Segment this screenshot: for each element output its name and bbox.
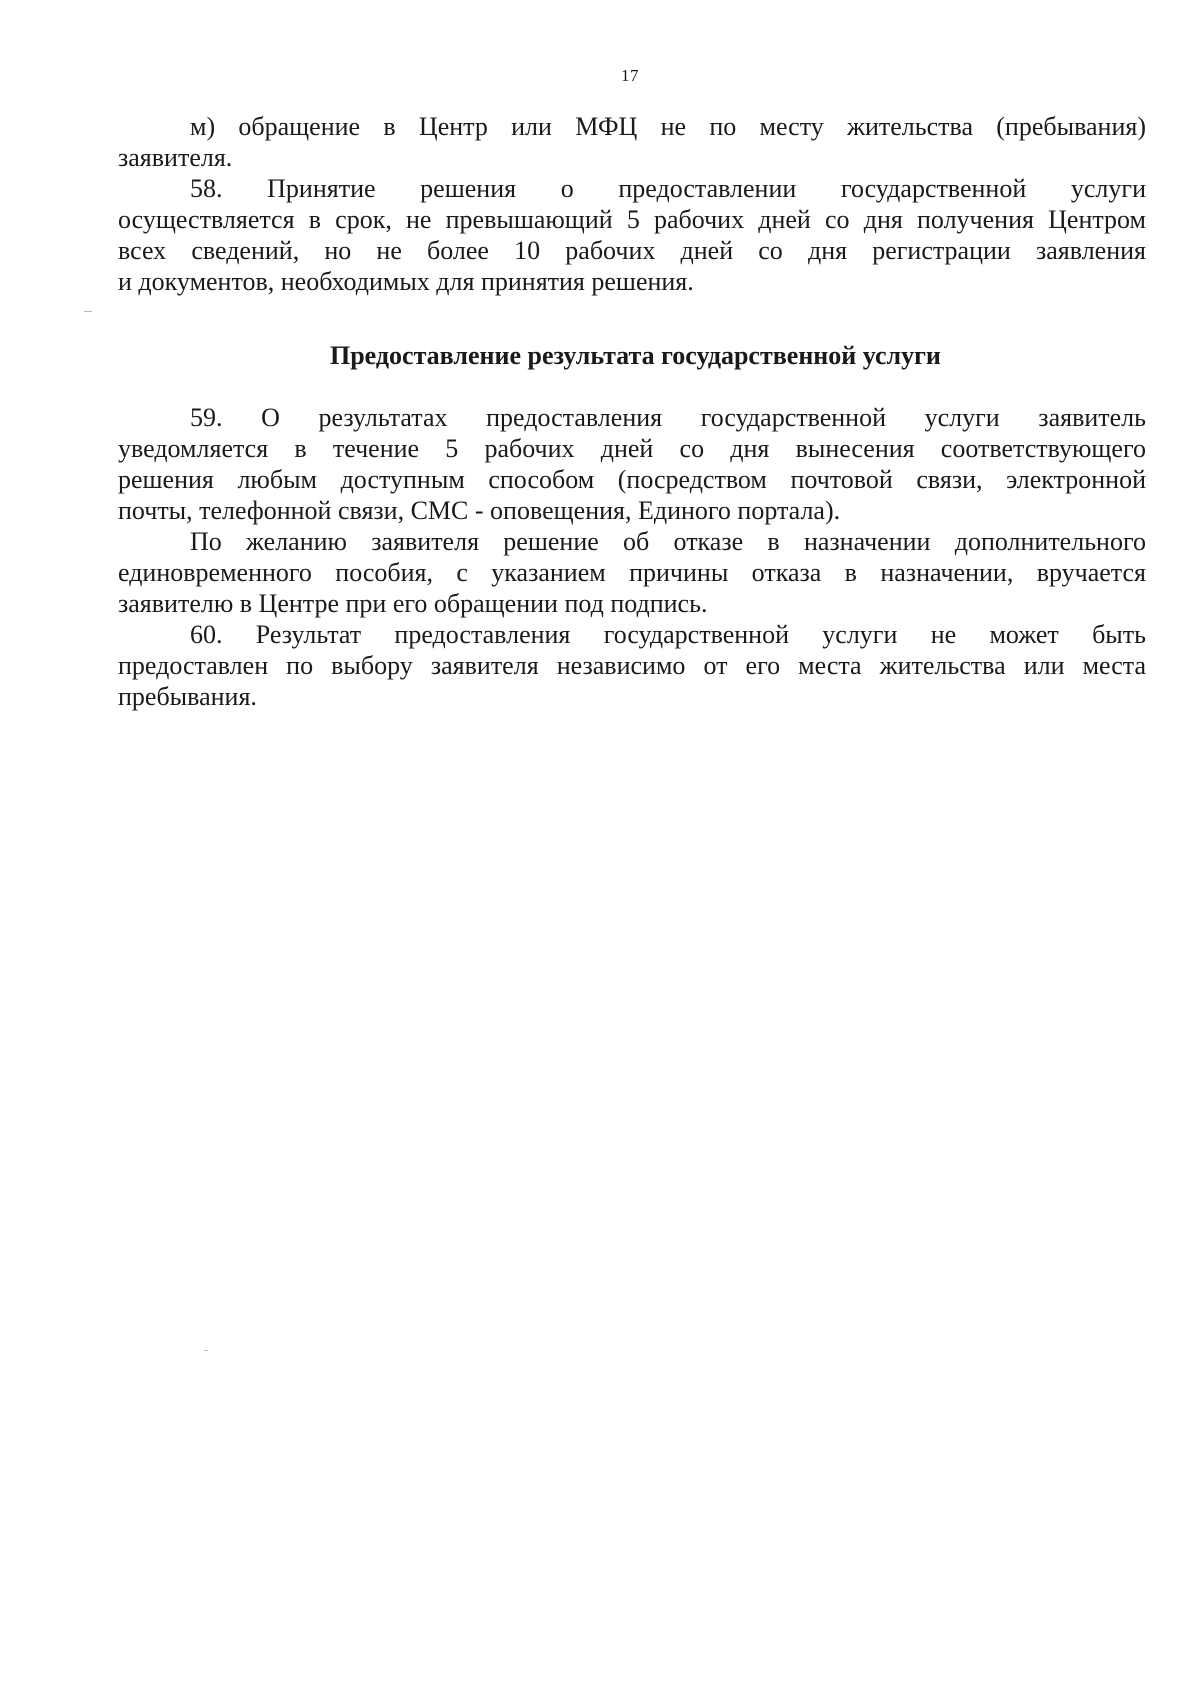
paragraph-line: 58. Принятие решения о предоставлении государственной услуги xyxy=(190,174,1146,203)
paragraph-line: заявителя. xyxy=(118,143,233,172)
paragraph-line: решения любым доступным способом (посредством почтовой связи, электронной xyxy=(118,465,1146,494)
paragraph-line: осуществляется в срок, не превышающий 5 рабочих дней со дня получения Центром xyxy=(118,205,1146,234)
scan-artifact xyxy=(204,1350,208,1351)
paragraph-line: заявителю в Центре при его обращении под подпись. xyxy=(118,589,708,618)
paragraph-line: всех сведений, но не более 10 рабочих дней со дня регистрации заявления xyxy=(118,236,1146,265)
paragraph-line: 60. Результат предоставления государственной услуги не может быть xyxy=(190,620,1146,649)
paragraph-block-1 xyxy=(118,111,1146,297)
paragraph-line: уведомляется в течение 5 рабочих дней со дня вынесения соответствующего xyxy=(118,434,1146,463)
paragraph-line: и документов, необходимых для принятия решения. xyxy=(118,267,694,296)
paragraph-line: единовременного пособия, с указанием причины отказа в назначении, вручается xyxy=(118,558,1146,587)
paragraph-block-2 xyxy=(118,402,1146,712)
paragraph-line: предоставлен по выбору заявителя независимо от его места жительства или места xyxy=(118,651,1146,680)
page-number: 17 xyxy=(621,66,639,85)
paragraph-line: 59. О результатах предоставления государственной услуги заявитель xyxy=(190,403,1146,432)
paragraph-line: почты, телефонной связи, СМС - оповещения, Единого портала). xyxy=(118,496,841,525)
scan-artifact xyxy=(84,311,92,312)
paragraph-line: По желанию заявителя решение об отказе в назначении дополнительного xyxy=(190,527,1146,556)
section-heading: Предоставление результата государственной услуги xyxy=(330,341,941,370)
paragraph-line: м) обращение в Центр или МФЦ не по месту жительства (пребывания) xyxy=(190,112,1146,141)
paragraph-line: пребывания. xyxy=(118,682,257,711)
